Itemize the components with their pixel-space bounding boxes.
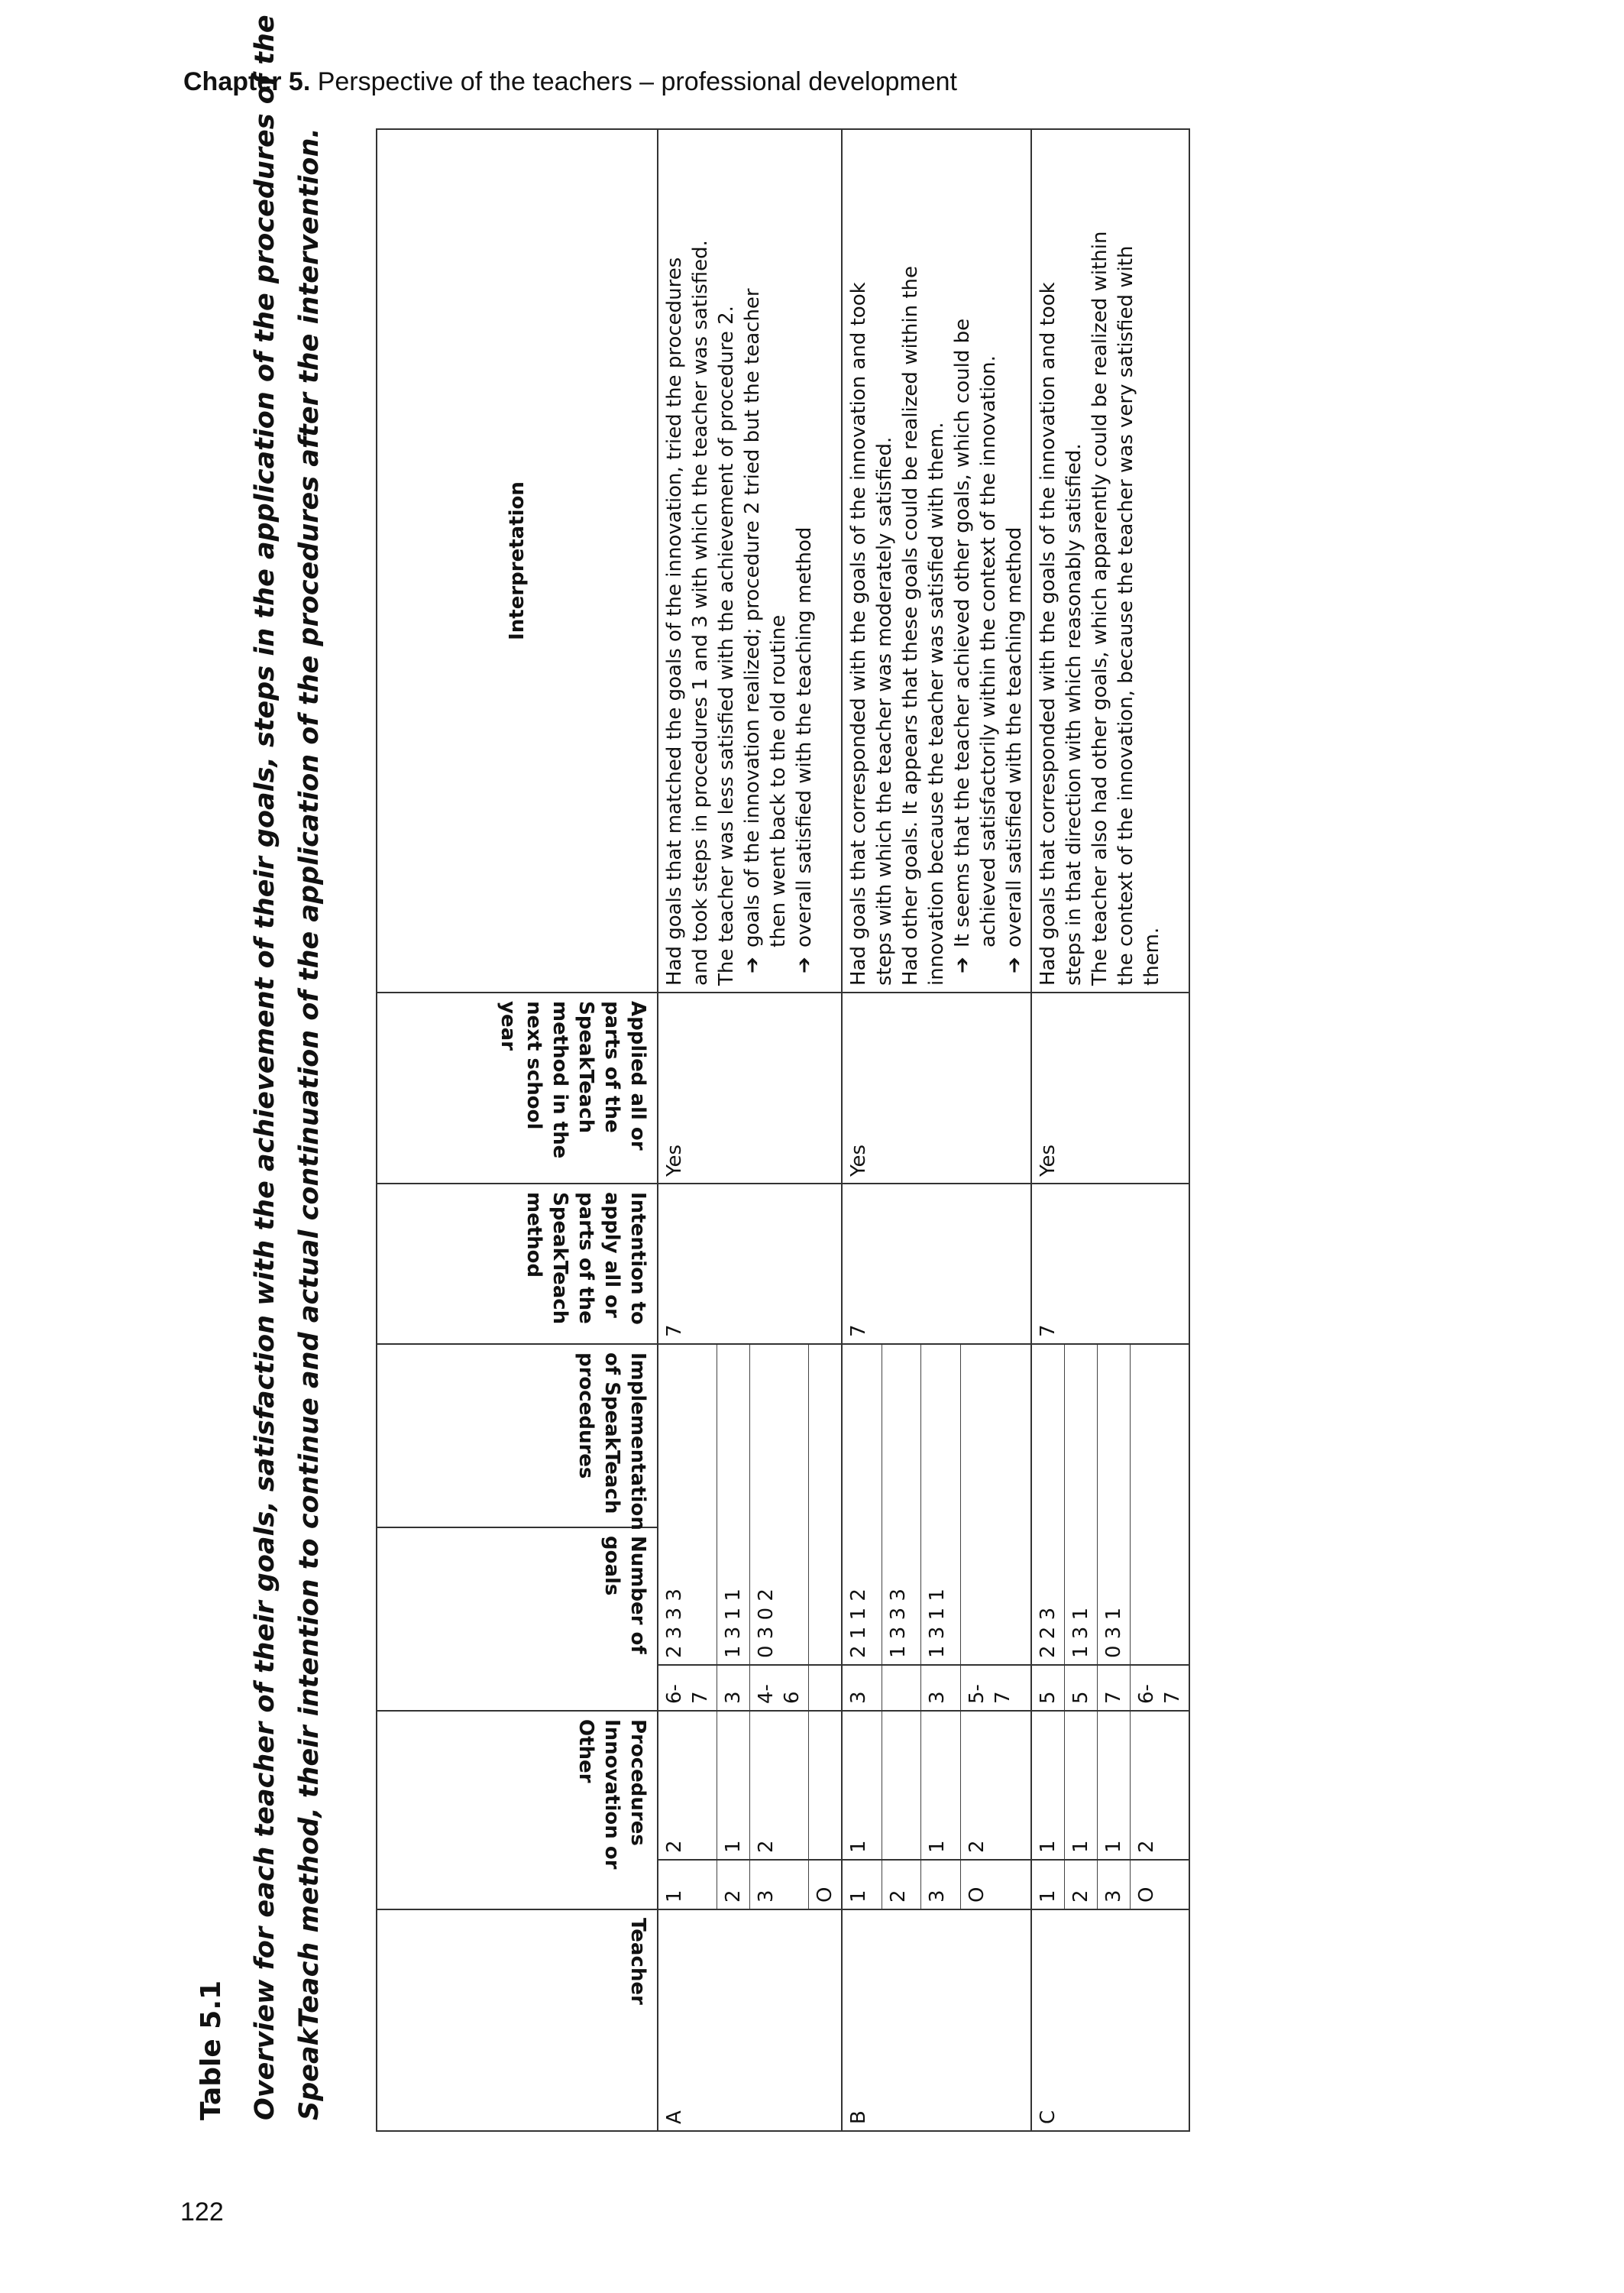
goals-cell: 1 bbox=[842, 1711, 882, 1860]
implementation-cell: 2 3 3 3 bbox=[658, 1344, 717, 1665]
implementation-cell: 2 2 3 bbox=[1031, 1344, 1065, 1665]
page-number: 122 bbox=[180, 2197, 224, 2227]
implementation-cell: 0 3 1 bbox=[1098, 1344, 1131, 1665]
goals-cell: 1 bbox=[1065, 1711, 1098, 1860]
extent-cell bbox=[809, 1665, 843, 1711]
implementation-cell bbox=[809, 1344, 843, 1665]
intention-cell: 7 bbox=[658, 1184, 717, 1344]
extent-cell: 5 bbox=[1031, 1665, 1065, 1711]
interpretation-cell: Had goals that corresponded with the goals of the innovation and took steps with which the teacher was moderately satisfied. Had other goals. It appears that these goals could be realized within the innovation because the teacher was satisfied with them. ➔It seems that the teacher achieved other goals, which could be achieved satisfactorily within the context of the innovation. ➔overall satisfied with the teaching method bbox=[842, 129, 1031, 993]
chapter-number: Chapter 5. bbox=[183, 67, 311, 96]
col-header-intention: Intention to apply all or parts of the SpeakTeach method bbox=[377, 1184, 658, 1344]
goals-cell bbox=[809, 1711, 843, 1860]
col-header-number-of-goals: Number of goals bbox=[377, 1527, 658, 1711]
procedure-cell: 3 bbox=[921, 1860, 961, 1909]
interpretation-cell: Had goals that matched the goals of the innovation, tried the procedures and took steps in procedures 1 and 3 with which the teacher was satisfied. The teacher was less satisfied with the achievement of procedure 2. ➔goals of the innovation realized; procedure 2 tried but the teacher then went back to the old routine ➔overall satisfied with the teaching method bbox=[658, 129, 842, 993]
applied-cell: Yes bbox=[842, 993, 882, 1184]
arrow-right-icon: ➔ bbox=[741, 957, 764, 973]
implementation-cell: 0 3 0 2 bbox=[750, 1344, 809, 1665]
procedure-cell: 1 bbox=[658, 1860, 717, 1909]
implementation-cell: 1 3 1 1 bbox=[717, 1344, 750, 1665]
goals-cell: 2 bbox=[1131, 1711, 1190, 1860]
implementation-cell: 1 3 1 bbox=[1065, 1344, 1098, 1665]
intention-cell: 7 bbox=[842, 1184, 882, 1344]
procedure-cell: O bbox=[960, 1860, 1031, 1909]
implementation-cell: 1 3 1 1 bbox=[921, 1344, 961, 1665]
col-header-teacher: Teacher bbox=[377, 1909, 658, 2131]
goals-cell: 1 bbox=[1031, 1711, 1065, 1860]
goals-cell bbox=[882, 1711, 921, 1860]
procedure-cell: O bbox=[1131, 1860, 1190, 1909]
arrow-right-icon: ➔ bbox=[951, 957, 974, 973]
extent-cell: 6-7 bbox=[658, 1665, 717, 1711]
procedure-cell: 3 bbox=[1098, 1860, 1131, 1909]
teacher-cell: B bbox=[842, 1909, 882, 2131]
teacher-cell: C bbox=[1031, 1909, 1065, 2131]
col-header-procedures: Procedures Innovation or Other bbox=[377, 1711, 658, 1909]
arrow-right-icon: ➔ bbox=[793, 957, 816, 973]
goals-cell: 2 bbox=[658, 1711, 717, 1860]
table-label: Table 5.1 bbox=[196, 1980, 227, 2120]
extent-cell: 5 bbox=[1065, 1665, 1098, 1711]
table-row bbox=[1031, 129, 1065, 2131]
procedure-cell: 1 bbox=[1031, 1860, 1065, 1909]
table-row bbox=[842, 129, 882, 2131]
procedure-cell: 1 bbox=[842, 1860, 882, 1909]
overview-table bbox=[376, 128, 1190, 2132]
procedure-cell: 2 bbox=[1065, 1860, 1098, 1909]
extent-cell: 3 bbox=[717, 1665, 750, 1711]
intention-cell: 7 bbox=[1031, 1184, 1065, 1344]
col-header-applied: Applied all or parts of the SpeakTeach method in the next school year bbox=[377, 993, 658, 1184]
goals-cell: 1 bbox=[1098, 1711, 1131, 1860]
arrow-right-icon: ➔ bbox=[1003, 957, 1026, 973]
chapter-title: Perspective of the teachers – professional development bbox=[310, 67, 957, 96]
col-header-interpretation: Interpretation bbox=[377, 129, 658, 993]
extent-cell: 4-6 bbox=[750, 1665, 809, 1711]
interpretation-cell: Had goals that corresponded with the goals of the innovation and took steps in that direction with which reasonably satisfied. The teacher also had other goals, which apparently could be realized within the context of the innovation, because the teacher was very satisfied with them. bbox=[1031, 129, 1189, 993]
teacher-cell: A bbox=[658, 1909, 717, 2131]
caption-line-2: SpeakTeach method, their intention to continue and actual continuation of the application of the procedures after the intervention. bbox=[294, 128, 325, 2120]
implementation-cell bbox=[960, 1344, 1031, 1665]
procedure-cell: 3 bbox=[750, 1860, 809, 1909]
extent-cell: 6-7 bbox=[1131, 1665, 1190, 1711]
caption-line-1: Overview for each teacher of their goals, satisfaction with the achievement of their goals, steps in the application of the procedures of the bbox=[250, 15, 280, 2120]
extent-cell: 3 bbox=[842, 1665, 882, 1711]
procedure-cell: 2 bbox=[717, 1860, 750, 1909]
goals-cell: 2 bbox=[960, 1711, 1031, 1860]
extent-cell: 7 bbox=[1098, 1665, 1131, 1711]
implementation-cell bbox=[1131, 1344, 1190, 1665]
extent-cell: 5-7 bbox=[960, 1665, 1031, 1711]
goals-cell: 1 bbox=[717, 1711, 750, 1860]
goals-cell: 2 bbox=[750, 1711, 809, 1860]
implementation-cell: 1 3 3 3 bbox=[882, 1344, 921, 1665]
col-header-implementation: Implementation of SpeakTeach procedures bbox=[377, 1344, 658, 1527]
procedure-cell: O bbox=[809, 1860, 843, 1909]
goals-cell: 1 bbox=[921, 1711, 961, 1860]
header-row bbox=[377, 129, 658, 2131]
procedure-cell: 2 bbox=[882, 1860, 921, 1909]
table-row bbox=[658, 129, 717, 2131]
rotated-table-region bbox=[191, 15, 1337, 2185]
implementation-cell: 2 1 1 2 bbox=[842, 1344, 882, 1665]
extent-cell bbox=[882, 1665, 921, 1711]
applied-cell: Yes bbox=[1031, 993, 1065, 1184]
applied-cell: Yes bbox=[658, 993, 717, 1184]
extent-cell: 3 bbox=[921, 1665, 961, 1711]
